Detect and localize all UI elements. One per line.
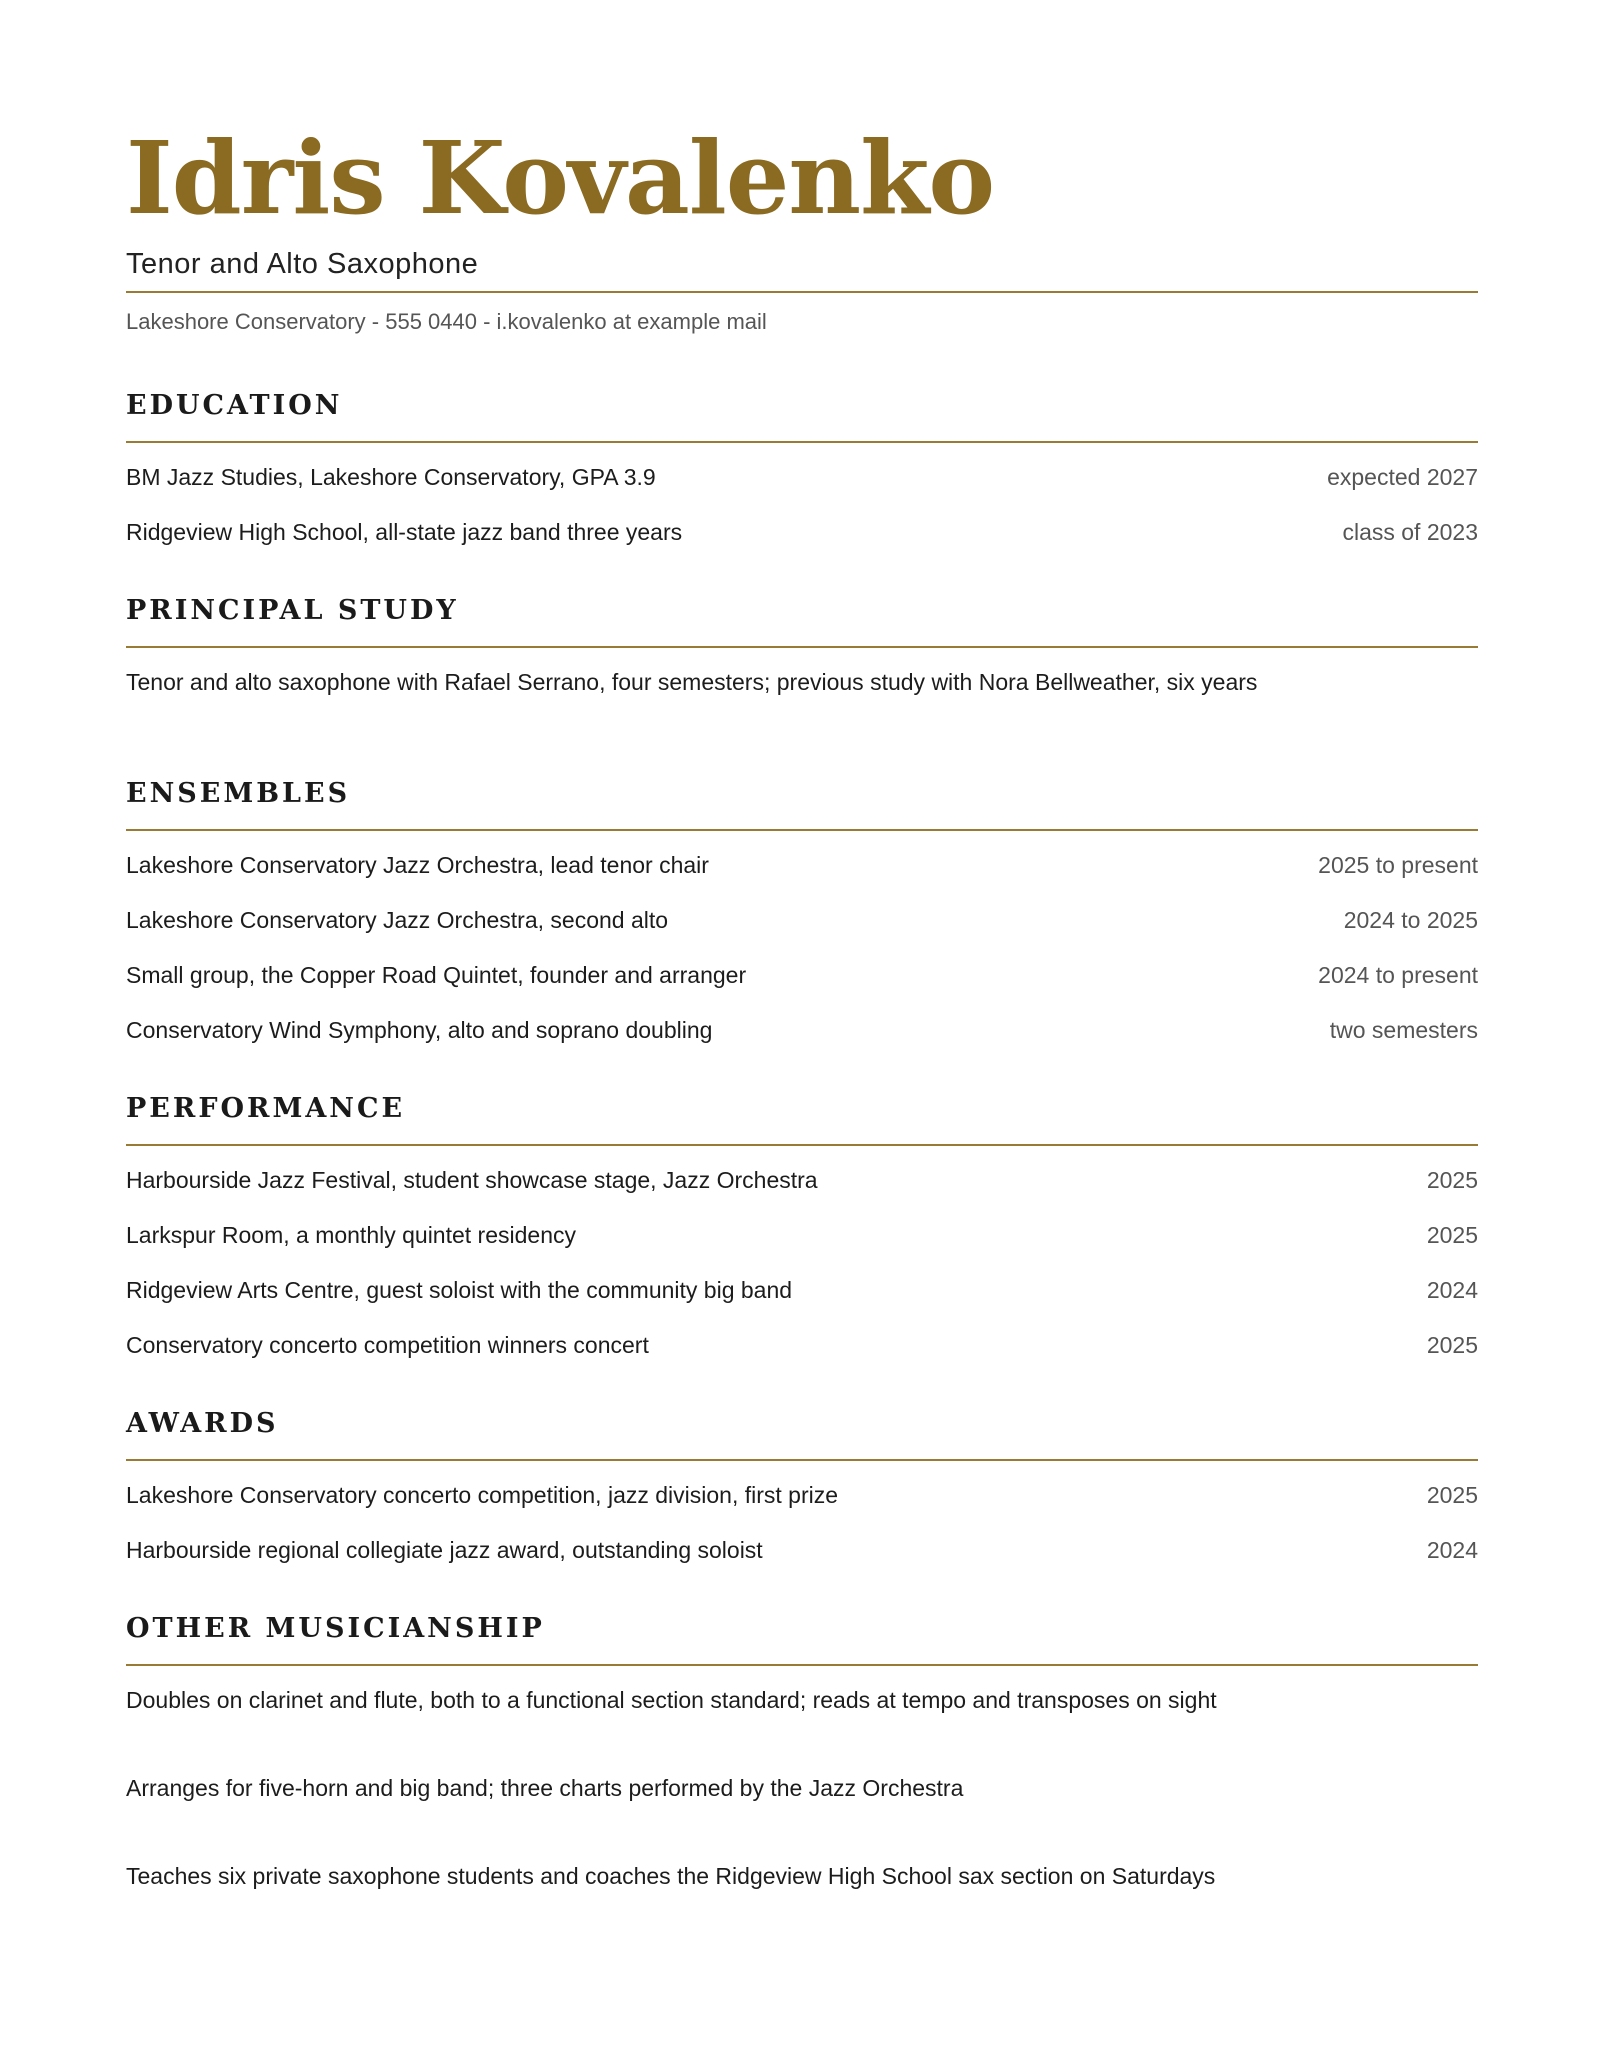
education-entry-text: BM Jazz Studies, Lakeshore Conservatory, GPA 3.9 (126, 464, 656, 490)
other-musicianship-item: Doubles on clarinet and flute, both to a functional section standard; reads at tempo and transposes on sight (126, 1687, 1217, 1713)
principal-study-heading: PRINCIPAL STUDY (126, 595, 459, 626)
awards-divider (126, 1459, 1478, 1461)
performance-entry-text: Conservatory concerto competition winners concert (126, 1332, 649, 1358)
performance-entry (126, 1274, 1478, 1306)
performance-entry-date: 2025 (1426, 1222, 1478, 1248)
education-entry (126, 461, 1478, 493)
ensemble-entry (126, 1014, 1478, 1046)
performance-entry-date: 2025 (1426, 1167, 1478, 1193)
education-entry-text: Ridgeview High School, all-state jazz band three years (126, 519, 683, 545)
other-musicianship-item: Arranges for five-horn and big band; three charts performed by the Jazz Orchestra (126, 1775, 964, 1801)
education-entry (126, 516, 1478, 548)
education-heading: EDUCATION (126, 390, 343, 421)
candidate-instrument: Tenor and Alto Saxophone (126, 248, 479, 280)
ensemble-entry-date: two semesters (1329, 1017, 1478, 1043)
education-entry-date: class of 2023 (1342, 519, 1478, 545)
performance-divider (126, 1144, 1478, 1146)
education-entry-date: expected 2027 (1327, 464, 1478, 490)
award-entry-text: Harbourside regional collegiate jazz award, outstanding soloist (126, 1537, 763, 1563)
ensemble-entry-date: 2024 to present (1318, 962, 1478, 988)
award-entry (126, 1479, 1478, 1511)
other-musicianship-heading: OTHER MUSICIANSHIP (126, 1613, 545, 1644)
performance-entry (126, 1329, 1478, 1361)
performance-entry-text: Harbourside Jazz Festival, student showcase stage, Jazz Orchestra (126, 1167, 818, 1193)
ensemble-entry-text: Lakeshore Conservatory Jazz Orchestra, lead tenor chair (126, 852, 709, 878)
principal-study-text: Tenor and alto saxophone with Rafael Serrano, four semesters; previous study with Nora Bellweather, six years (126, 669, 1258, 695)
award-entry-text: Lakeshore Conservatory concerto competition, jazz division, first prize (126, 1482, 839, 1508)
other-musicianship-divider (126, 1664, 1478, 1666)
performance-entry (126, 1219, 1478, 1251)
performance-entry-text: Ridgeview Arts Centre, guest soloist with the community big band (126, 1277, 793, 1303)
contact-line: Lakeshore Conservatory - 555 0440 - i.kovalenko at example mail (126, 309, 767, 334)
ensemble-entry-text: Conservatory Wind Symphony, alto and soprano doubling (126, 1017, 713, 1043)
ensemble-entry-text: Small group, the Copper Road Quintet, founder and arranger (126, 962, 747, 988)
award-entry (126, 1534, 1478, 1566)
ensembles-divider (126, 829, 1478, 831)
education-divider (126, 441, 1478, 443)
header-divider (126, 291, 1478, 293)
award-entry-date: 2025 (1426, 1482, 1478, 1508)
performance-heading: PERFORMANCE (126, 1093, 406, 1124)
candidate-name: Idris Kovalenko (126, 119, 995, 237)
ensemble-entry-date: 2024 to 2025 (1343, 907, 1478, 933)
performance-entry (126, 1164, 1478, 1196)
ensemble-entry (126, 849, 1478, 881)
awards-heading: AWARDS (126, 1408, 279, 1439)
other-musicianship-item: Teaches six private saxophone students and coaches the Ridgeview High School sax section on Saturdays (126, 1863, 1216, 1889)
award-entry-date: 2024 (1426, 1537, 1478, 1563)
performance-entry-date: 2024 (1426, 1277, 1478, 1303)
ensemble-entry-text: Lakeshore Conservatory Jazz Orchestra, second alto (126, 907, 669, 933)
ensemble-entry-date: 2025 to present (1318, 852, 1478, 878)
ensemble-entry (126, 904, 1478, 936)
ensembles-heading: ENSEMBLES (126, 778, 351, 809)
principal-study-divider (126, 646, 1478, 648)
performance-entry-text: Larkspur Room, a monthly quintet residency (126, 1222, 576, 1248)
performance-entry-date: 2025 (1426, 1332, 1478, 1358)
ensemble-entry (126, 959, 1478, 991)
